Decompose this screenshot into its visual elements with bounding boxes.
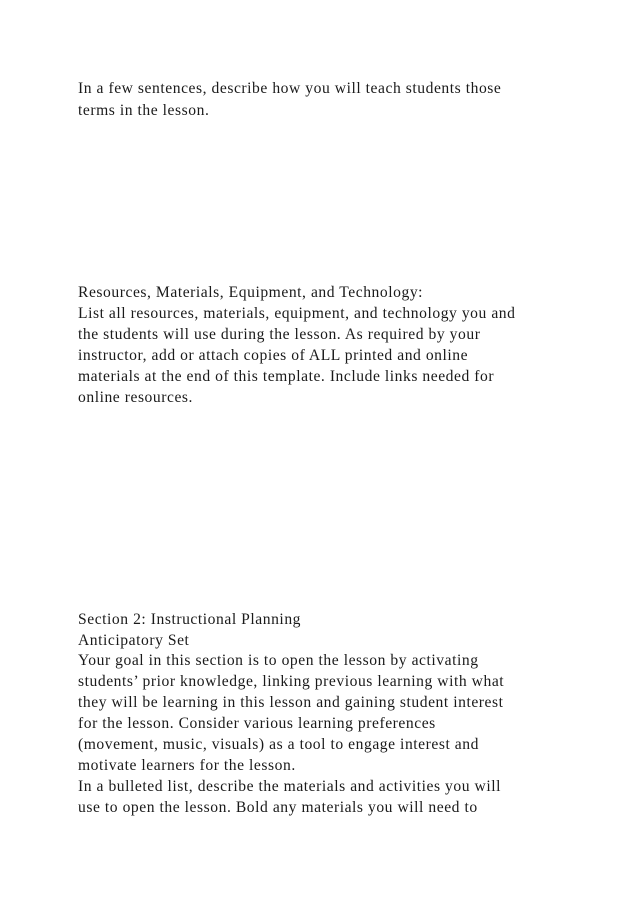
section-heading: Section 2: Instructional Planning (78, 611, 302, 628)
text-line: they will be learning in this lesson and gaining student interest (78, 694, 504, 711)
text-line: terms in the lesson. (78, 102, 210, 119)
text-line: for the lesson. Consider various learning preferences (78, 715, 436, 732)
text-line: materials at the end of this template. Include links needed for (78, 368, 495, 385)
text-line: students’ prior knowledge, linking previous learning with what (78, 673, 505, 690)
text-line: List all resources, materials, equipment, and technology you and (78, 305, 516, 322)
text-line: In a few sentences, describe how you will teach students those (78, 80, 502, 97)
text-line: online resources. (78, 389, 194, 406)
text-line: instructor, add or attach copies of ALL printed and online (78, 347, 469, 364)
text-line: Your goal in this section is to open the lesson by activating (78, 652, 479, 669)
text-line: the students will use during the lesson. As required by your (78, 326, 481, 343)
text-line: In a bulleted list, describe the materials and activities you will (78, 778, 501, 795)
subsection-heading: Anticipatory Set (78, 632, 190, 649)
resources-heading: Resources, Materials, Equipment, and Technology: (78, 284, 424, 301)
text-line: motivate learners for the lesson. (78, 757, 296, 774)
text-line: (movement, music, visuals) as a tool to engage interest and (78, 736, 479, 753)
text-line: use to open the lesson. Bold any materials you will need to (78, 799, 478, 816)
